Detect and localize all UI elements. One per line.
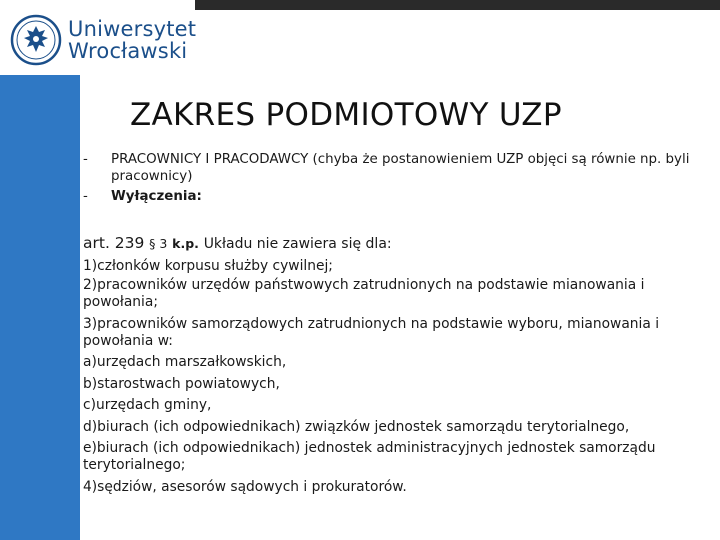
slide-content (80, 75, 720, 540)
bullet-text: PRACOWNICY I PRACODAWCY (chyba że postanowieniem UZP objęci są równie np. byli pracownicy) (111, 152, 690, 184)
bullet-dash: - (83, 152, 88, 167)
top-dark-band (195, 0, 720, 10)
article-paragraph: § 3 (149, 236, 168, 251)
list-item: 1)członków korpusu służby cywilnej; (83, 257, 333, 274)
bullet-text: Wyłączenia: (111, 189, 202, 204)
logo-line-2: Wrocławski (68, 39, 188, 63)
article-number: art. 239 (83, 234, 145, 252)
list-item: c)urzędach gminy, (83, 397, 212, 413)
list-item: e)biurach (ich odpowiednikach) jednostek administracyjnych jednostek samorządu terytorialnego; (83, 440, 656, 473)
list-item: d)biurach (ich odpowiednikach) związków jednostek samorządu terytorialnego, (83, 418, 630, 435)
list-item: 4)sędziów, asesorów sądowych i prokuratorów. (83, 479, 407, 495)
bullet-item (83, 188, 720, 205)
list-item: b)starostwach powiatowych, (83, 375, 280, 392)
list-item: a)urzędach marszałkowskich, (83, 354, 287, 370)
article-heading (83, 233, 720, 256)
bullet-item (83, 151, 720, 185)
article-code: k.p. (172, 236, 199, 251)
list-item: 2)pracowników urzędów państwowych zatrudnionych na podstawie mianowania i powołania; (83, 277, 645, 310)
university-logo (10, 12, 200, 68)
article-intro: Układu nie zawiera się dla: (203, 236, 392, 252)
bullet-dash: - (83, 189, 88, 204)
left-blue-band (0, 75, 80, 540)
slide-title: ZAKRES PODMIOTOWY UZP (130, 97, 562, 133)
logo-line-1: Uniwersytet (68, 17, 197, 41)
list-item: 3)pracowników samorządowych zatrudnionych na podstawie wyboru, mianowania i powołania w: (83, 316, 660, 349)
article-text (83, 233, 720, 499)
bullet-list (83, 151, 720, 205)
university-seal-icon (10, 14, 62, 66)
